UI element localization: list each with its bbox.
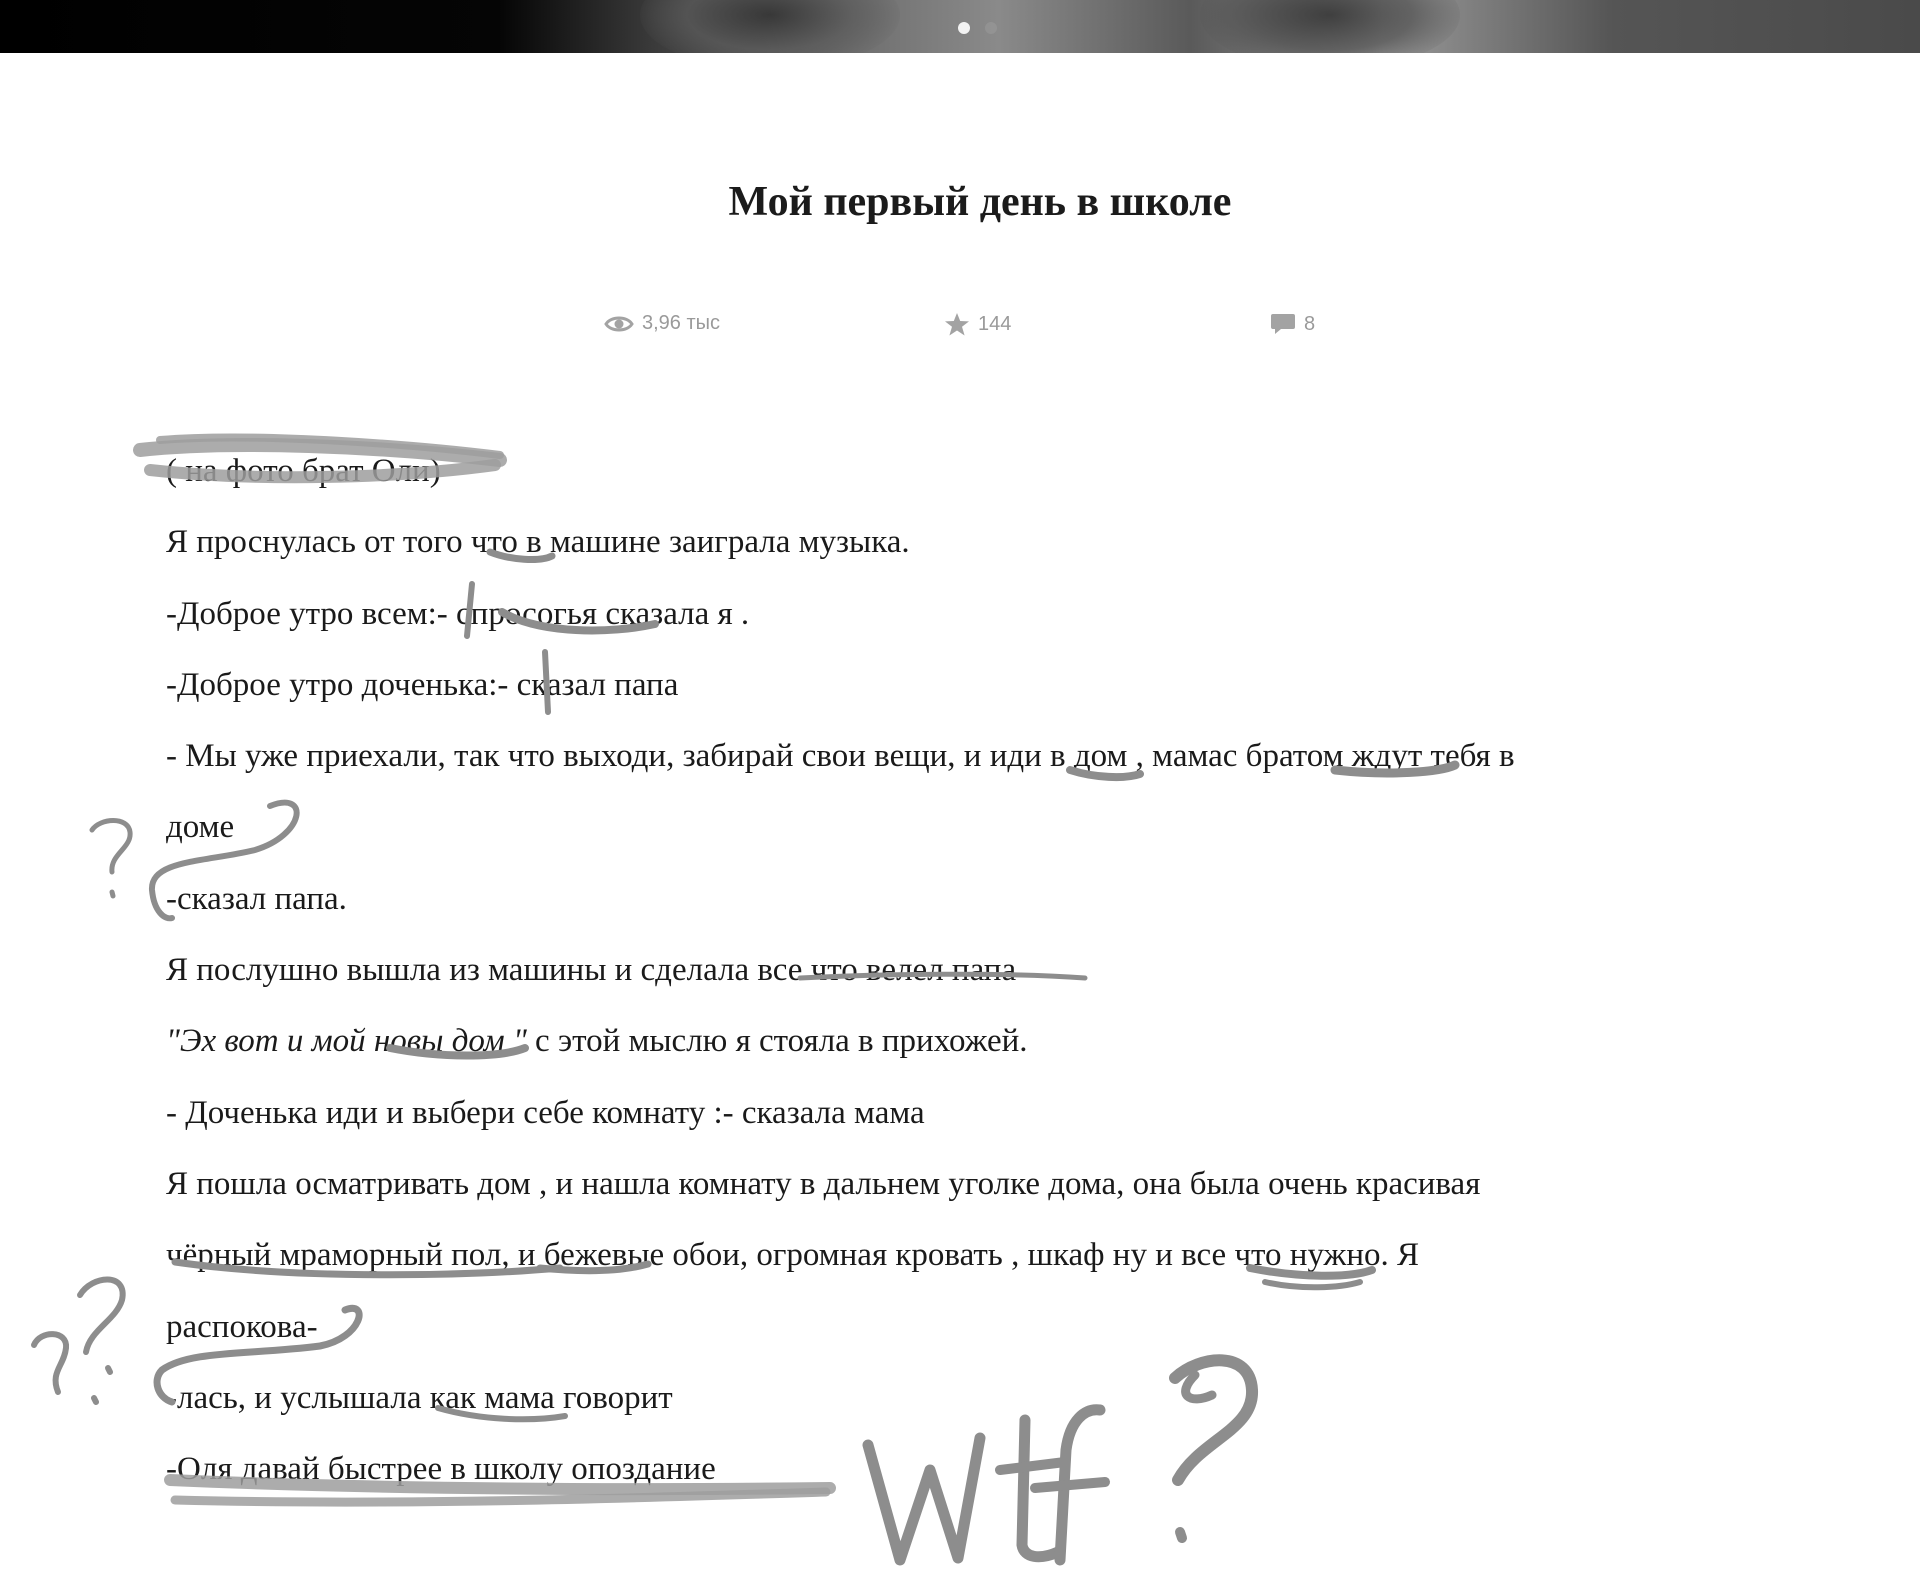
- rating-stat[interactable]: [944, 312, 1011, 337]
- comments-count: 8: [1304, 312, 1316, 335]
- story-line: -Доброе утро доченька:- сказал папа: [166, 666, 679, 703]
- story-line: чёрный мраморный пол, и бежевые обои, огромная кровать , шкаф ну и все что нужно. Я: [166, 1237, 1419, 1274]
- question-mark: [80, 1279, 123, 1352]
- hero-image[interactable]: [0, 0, 1920, 53]
- chapter-stats: [0, 312, 1920, 342]
- rating-count: 144: [978, 313, 1012, 335]
- question-mark: [34, 1334, 66, 1392]
- story-line: Я послушно вышла из машины и сделала все что велел папа: [166, 952, 1017, 989]
- thought-tail: с этой мыслю я стояла в прихожей.: [526, 1023, 1028, 1060]
- carousel-dot[interactable]: [985, 22, 997, 34]
- story-line: Я проснулась от того что в машине заиграла музыка.: [166, 524, 910, 561]
- story-line: -Оля давай быстрее в школу опоздание: [166, 1451, 716, 1488]
- comments-stat[interactable]: [1270, 312, 1315, 336]
- eye-icon: [604, 313, 634, 335]
- question-mark-dot: [94, 1398, 96, 1402]
- question-mark-dot: [1180, 1532, 1182, 1538]
- hero-photo-shade: [1200, 0, 1460, 53]
- carousel-dots: [958, 22, 997, 34]
- comment-icon: [1270, 312, 1296, 336]
- chapter-title: Мой первый день в школе: [728, 179, 1232, 226]
- question-mark-dot: [108, 1368, 110, 1372]
- story-line: - Мы уже приехали, так что выходи, забирай свои вещи, и иди в дом , мамас братом ждут тебя в: [166, 738, 1515, 775]
- thought-text: Эх вот и мой новы дом: [179, 1023, 513, 1060]
- question-mark: [92, 821, 130, 873]
- story-line: -лась, и услышала как мама говорит: [166, 1379, 673, 1416]
- question-mark-dot: [112, 892, 113, 896]
- story-line: - Доченька иди и выбери себе комнату :- сказала мама: [166, 1094, 925, 1131]
- story-line: ( на фото брат Оли): [166, 453, 441, 489]
- views-count: 3,96 тыс: [642, 312, 721, 334]
- star-icon: [944, 312, 970, 337]
- views-stat: [604, 312, 720, 335]
- story-line: доме: [166, 809, 235, 846]
- chapter-text: [166, 436, 1826, 1505]
- story-line: Я пошла осматривать дом , и нашла комнату в дальнем уголке дома, она была очень красивая: [166, 1165, 1481, 1202]
- story-line: распокова-: [166, 1308, 318, 1345]
- story-line: -Доброе утро всем:- спросогья сказала я .: [166, 595, 750, 632]
- story-line-thought: "Эх вот и мой новы дом " с этой мыслю я стояла в прихожей.: [166, 1023, 1028, 1060]
- hero-photo-shade: [640, 0, 900, 53]
- carousel-dot-active[interactable]: [958, 22, 970, 34]
- story-line: -сказал папа.: [166, 880, 347, 917]
